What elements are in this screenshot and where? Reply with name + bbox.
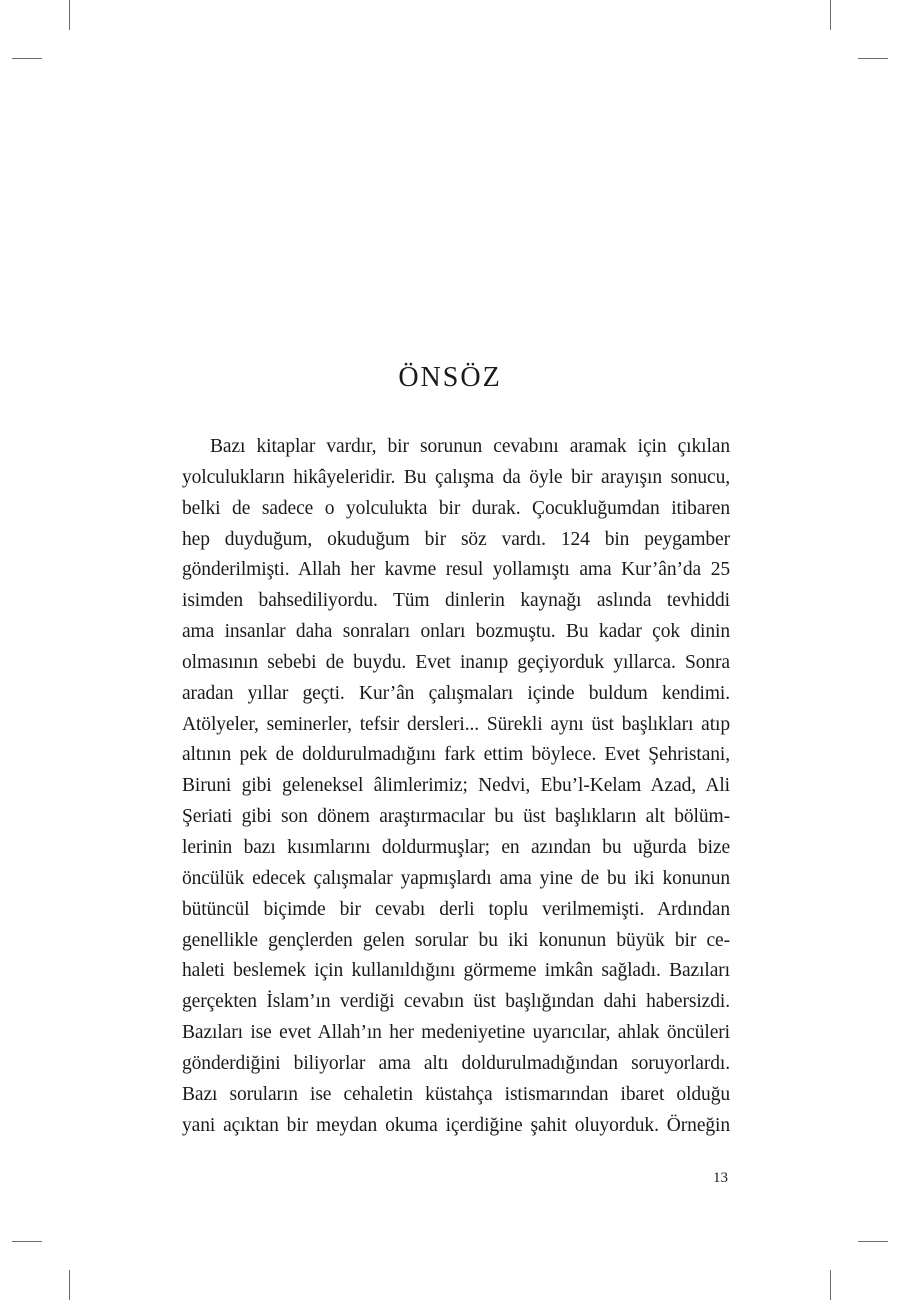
text-line: Biruni gibi geleneksel âlimlerimiz; Nedvi, Ebu’l-Kelam Azad, Ali	[182, 775, 730, 797]
crop-mark-right-bottom	[858, 1241, 888, 1242]
text-line: ama insanlar daha sonraları onları bozmuştu. Bu kadar çok dinin	[182, 621, 730, 643]
text-line: aradan yıllar geçti. Kur’ân çalışmaları içinde buldum kendimi.	[182, 682, 730, 704]
text-line: gönderdiğini biliyorlar ama altı doldurulmadığından soruyorlardı.	[182, 1052, 730, 1074]
text-line: belki de sadece o yolculukta bir durak. Çocukluğumdan itibaren	[182, 497, 730, 519]
text-line: yolculukların hikâyeleridir. Bu çalışma da öyle bir arayışın sonucu,	[182, 466, 730, 488]
text-line: isimden bahsediliyordu. Tüm dinlerin kaynağı aslında tevhiddi	[182, 590, 730, 612]
text-line: olmasının sebebi de buydu. Evet inanıp geçiyorduk yıllarca. Sonra	[182, 651, 730, 673]
text-line: gönderilmişti. Allah her kavme resul yollamıştı ama Kur’ân’da 25	[182, 559, 730, 581]
text-line: yani açıktan bir meydan okuma içerdiğine şahit oluyorduk. Örneğin	[182, 1114, 730, 1136]
text-line: hep duyduğum, okuduğum bir söz vardı. 124 bin peygamber	[182, 528, 730, 550]
text-line: gerçekten İslam’ın verdiği cevabın üst başlığından dahi habersizdi.	[182, 991, 730, 1013]
text-line: Atölyeler, seminerler, tefsir dersleri... Sürekli aynı üst başlıkları atıp	[182, 713, 730, 735]
page-number: 13	[713, 1170, 728, 1186]
crop-mark-bottom-right	[830, 1270, 831, 1300]
text-line: Bazı kitaplar vardır, bir sorunun cevabını aramak için çıkılan	[210, 436, 730, 457]
page-title: ÖNSÖZ	[398, 362, 502, 393]
crop-mark-left-top	[12, 58, 42, 59]
crop-mark-top-right	[830, 0, 831, 30]
text-line: bütüncül biçimde bir cevabı derli toplu verilmemişti. Ardından	[182, 898, 730, 920]
crop-mark-left-bottom	[12, 1241, 42, 1242]
text-line: Bazıları ise evet Allah’ın her medeniyetine uyarıcılar, ahlak öncüleri	[182, 1022, 730, 1044]
text-line: lerinin bazı kısımlarını doldurmuşlar; en azından bu uğurda bize	[182, 836, 730, 858]
body-paragraph	[182, 432, 730, 1141]
text-line: haleti beslemek için kullanıldığını görmeme imkân sağladı. Bazıları	[182, 960, 730, 982]
text-line: Şeriati gibi son dönem araştırmacılar bu üst başlıkların alt bölüm-	[182, 806, 730, 828]
crop-mark-top-left	[69, 0, 70, 30]
crop-mark-right-top	[858, 58, 888, 59]
text-line: öncülük edecek çalışmalar yapmışlardı ama yine de bu iki konunun	[182, 867, 730, 889]
crop-mark-bottom-left	[69, 1270, 70, 1300]
text-line: genellikle gençlerden gelen sorular bu iki konunun büyük bir ce-	[182, 929, 730, 951]
text-line: altının pek de doldurulmadığını fark ettim böylece. Evet Şehristani,	[182, 744, 730, 766]
text-line: Bazı soruların ise cehaletin küstahça istismarından ibaret olduğu	[182, 1083, 730, 1105]
